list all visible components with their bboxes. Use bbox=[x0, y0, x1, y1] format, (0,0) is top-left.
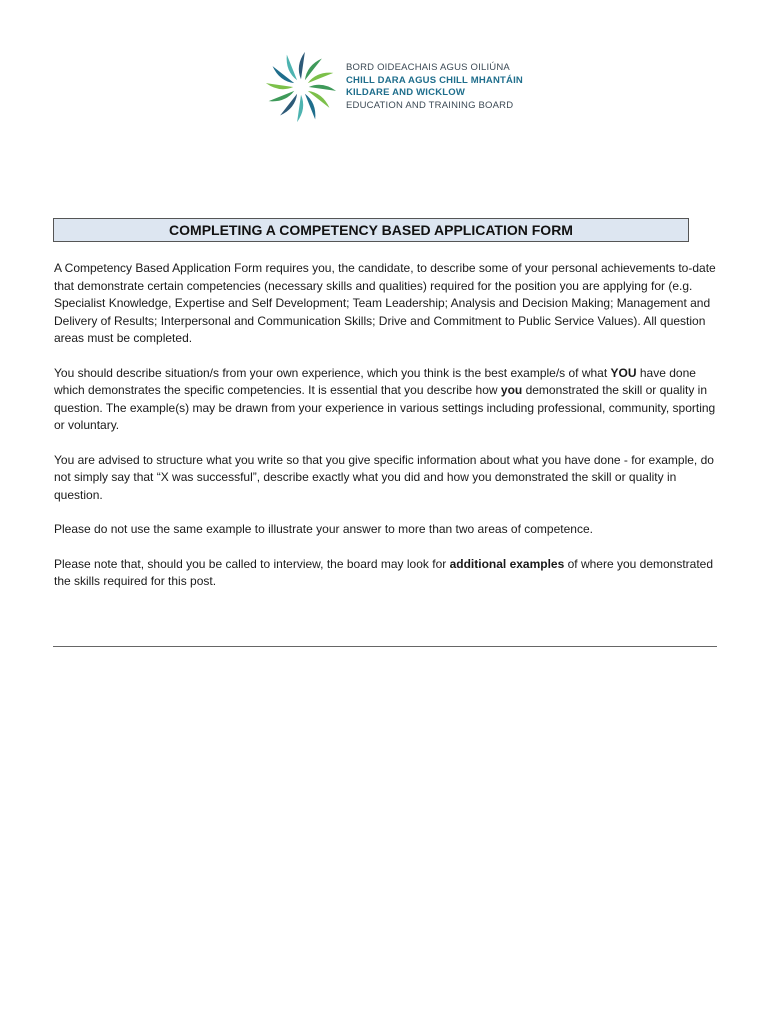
instructions-body bbox=[54, 260, 718, 608]
text-segment: You should describe situation/s from your own experience, which you think is the best example/s of what bbox=[54, 365, 611, 380]
text-segment: Please note that, should you be called to interview, the board may look for bbox=[54, 556, 450, 571]
text-segment: have done which demonstrates the specific competencies. It is essential that you describe how bbox=[54, 365, 696, 397]
swirl-logo-icon bbox=[262, 48, 340, 126]
text-segment: of where you demonstrated the skills required for this post. bbox=[54, 556, 714, 588]
logo-petal bbox=[299, 52, 305, 79]
text-segment: demonstrated the skill or quality in question. The example(s) may be drawn from your experience in various settings including professional, community, sporting or voluntary. bbox=[54, 383, 716, 432]
paragraph-intro: A Competency Based Application Form requires you, the candidate, to describe some of your personal achievements to-date that demonstrate certain competencies (necessary skills and qualities) required for the position you are applying for (e.g. Specialist Knowledge, Expertise and Self Development; Team Leadership; Analysis and Decision Making; Management and Delivery of Results; Interpersonal and Communication Skills; Drive and Commitment to Public Service Values). All question areas must be completed. bbox=[54, 261, 716, 345]
logo-line-board: EDUCATION AND TRAINING BOARD bbox=[346, 99, 514, 111]
paragraph-same-example: Please do not use the same example to illustrate your answer to more than two areas of competence. bbox=[54, 522, 593, 536]
horizontal-divider bbox=[53, 646, 717, 647]
paragraph-interview-note bbox=[54, 556, 718, 591]
form-title-box bbox=[53, 218, 689, 242]
logo-text bbox=[346, 62, 523, 112]
logo-line-irish-region: CHILL DARA AGUS CHILL MHANTÁIN bbox=[346, 74, 523, 86]
etb-logo bbox=[262, 48, 523, 126]
paragraph-structure-advice: You are advised to structure what you write so that you give specific information about what you have done - for example, do not simply say that “X was successful”, describe exactly what you did and how you demonstrated the skill or quality in question. bbox=[54, 452, 714, 502]
logo-line-region: KILDARE AND WICKLOW bbox=[346, 87, 466, 98]
emphasis-you-lower: you bbox=[500, 383, 523, 397]
logo-petal bbox=[266, 83, 293, 89]
logo-petal bbox=[297, 95, 303, 122]
emphasis-you-upper: YOU bbox=[610, 365, 637, 380]
form-title: COMPLETING A COMPETENCY BASED APPLICATION FORM bbox=[169, 222, 573, 238]
emphasis-additional-examples: additional examples bbox=[449, 556, 565, 571]
paragraph-describe-situations bbox=[54, 365, 718, 435]
logo-petal bbox=[309, 85, 336, 91]
logo-line-irish: BORD OIDEACHAIS AGUS OILIÚNA bbox=[346, 62, 510, 73]
